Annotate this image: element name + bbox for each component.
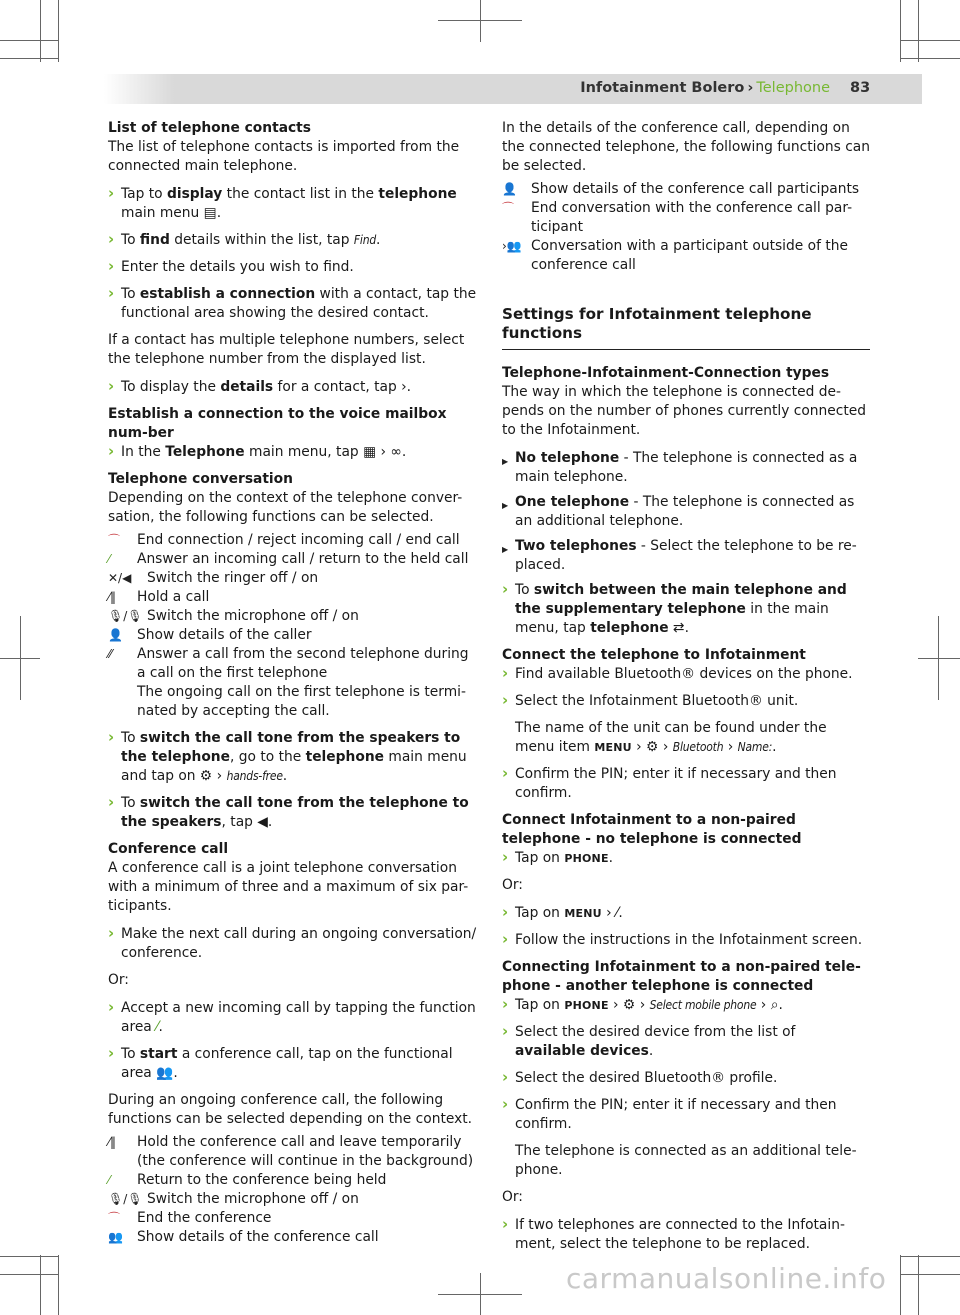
- another-step-select-device: › Select the desired device from the list of available devices.: [502, 1023, 870, 1061]
- switch-phone-icon: ⇄: [673, 620, 685, 636]
- conversation-function-list: [108, 531, 480, 721]
- caller-details-icon: 👤: [108, 628, 123, 642]
- function-description: Show details of the conference call: [137, 1229, 379, 1245]
- function-row: [108, 607, 480, 626]
- crop-mark: [0, 1256, 58, 1257]
- crop-mark: [900, 40, 960, 41]
- right-column: [502, 119, 870, 1262]
- function-row: [502, 180, 870, 199]
- non-paired-step-phone: › Tap on PHONE.: [502, 849, 870, 868]
- crop-mark: [918, 0, 919, 62]
- crop-mark: [900, 1255, 901, 1315]
- page-number: 83: [850, 80, 871, 96]
- function-description: End connection / reject incoming call / end call: [137, 532, 460, 548]
- crop-mark: [918, 658, 960, 659]
- crop-mark: [0, 40, 58, 41]
- crop-mark: [438, 20, 522, 21]
- function-row: [108, 1171, 480, 1190]
- breadcrumb-separator: ›: [747, 80, 754, 96]
- or-label: Or:: [502, 1189, 523, 1205]
- connect-step-select: › Select the Infotainment Bluetooth® unit.: [502, 692, 870, 711]
- crop-mark: [0, 1274, 58, 1275]
- conversation-intro: Depending on the context of the telephone conver-sation, the following functions can be selected.: [108, 490, 463, 525]
- microphone-toggle-icon: 🎙/🎙: [108, 1192, 143, 1206]
- watermark: carmanualsonline.info: [566, 1262, 887, 1295]
- conference-detail-function-list: [502, 180, 870, 275]
- function-description: Hold the conference call and leave temporarily (the conference will continue in the background): [137, 1134, 474, 1169]
- function-description: Conversation with a participant outside of the conference call: [531, 238, 848, 273]
- menu-key-label: MENU: [564, 907, 602, 920]
- function-description: Show details of the caller: [137, 627, 312, 643]
- crop-mark: [480, 0, 481, 42]
- connection-type-item: ▶ No telephone - The telephone is connected as a main telephone.: [502, 449, 870, 487]
- add-participant-icon: 👥: [156, 1065, 174, 1081]
- crop-mark: [438, 1294, 522, 1295]
- or-label: Or:: [108, 972, 129, 988]
- settings-icon: ⚙: [622, 997, 636, 1013]
- contacts-step-display: › Tap to display the contact list in the telephone main menu ▤.: [108, 185, 480, 223]
- switch-telephone-step: › To switch between the main telephone and the supplementary telephone in the main menu, tap telephone ⇄.: [502, 581, 870, 638]
- conference-function-list: [108, 1133, 480, 1247]
- connection-type-item: ▶ One telephone - The telephone is connected as an additional telephone.: [502, 493, 870, 531]
- end-conference-icon: ⌒: [108, 1211, 121, 1225]
- menu-key-label: MENU: [594, 741, 632, 754]
- function-description: Switch the ringer off / on: [147, 570, 319, 586]
- another-step-pin: › Confirm the PIN; enter it if necessary and then confirm.: [502, 1096, 870, 1134]
- conference-step-accept: › Accept a new incoming call by tapping the function area ⁄.: [108, 999, 480, 1037]
- contacts-step-connect: › To establish a connection with a contact, tap the functional area showing the desired contact.: [108, 285, 480, 323]
- function-row: [108, 645, 480, 721]
- crop-mark: [40, 0, 41, 62]
- another-paired-heading: Connecting Infotainment to a non-paired tele-phone - another telephone is connected: [502, 959, 861, 994]
- end-call-icon: ⌒: [108, 533, 121, 547]
- non-paired-heading: Connect Infotainment to a non-paired telephone - no telephone is connected: [502, 812, 802, 847]
- hold-call-icon: ⁄‖: [108, 590, 117, 604]
- return-conference-icon: ⁄: [108, 1173, 111, 1187]
- tone-to-phone-step: › To switch the call tone from the speakers to the telephone, go to the telephone main menu and tap on ⚙ › hands-free.: [108, 729, 480, 786]
- crop-mark: [0, 658, 40, 659]
- connect-name-note: The name of the unit can be found under the menu item MENU › ⚙ › Bluetooth › Name:.: [515, 720, 827, 755]
- function-description: Hold a call: [137, 589, 210, 605]
- hold-conference-icon: ⁄‖: [108, 1135, 117, 1149]
- crop-mark: [900, 1256, 960, 1257]
- ringer-toggle-icon: ✕/◀: [108, 571, 132, 585]
- microphone-toggle-icon: 🎙/🎙: [108, 609, 143, 623]
- function-row: [108, 588, 480, 607]
- non-paired-step-menu: › Tap on MENU › ⁄.: [502, 904, 870, 923]
- find-button-label: Find: [353, 233, 377, 247]
- connect-step-pin: › Confirm the PIN; enter it if necessary and then confirm.: [502, 765, 870, 803]
- participant-details-icon: 👤: [502, 182, 517, 196]
- tone-to-speakers-step: › To switch the call tone from the telephone to the speakers, tap ◀.: [108, 794, 480, 832]
- another-step-replace: › If two telephones are connected to the Infotain-ment, select the telephone to be replaced.: [502, 1216, 870, 1254]
- function-row: [108, 1228, 480, 1247]
- types-intro: The way in which the telephone is connected de-pends on the number of phones currently connected to the Infotainment.: [502, 384, 866, 438]
- or-label: Or:: [502, 877, 523, 893]
- crop-mark: [40, 1255, 41, 1315]
- settings-icon: ⚙: [646, 739, 659, 755]
- function-row: [108, 626, 480, 645]
- function-row: [502, 237, 870, 275]
- function-row: [502, 199, 870, 237]
- end-participant-icon: ⌒: [502, 201, 515, 215]
- function-description: Switch the microphone off / on: [147, 1191, 359, 1207]
- conference-intro: A conference call is a joint telephone conversation with a minimum of three and a maximum of six par-ticipants.: [108, 860, 469, 914]
- function-description: Answer a call from the second telephone during a call on the first telephone The ongoing call on the first telephone is termi-nated by accepting the call.: [137, 646, 469, 719]
- phone-key-label: PHONE: [564, 999, 609, 1012]
- crop-mark: [918, 1255, 919, 1315]
- types-heading: Telephone-Infotainment-Connection types: [502, 365, 830, 381]
- second-phone-answer-icon: ⁄⁄: [108, 647, 113, 661]
- contacts-step-details: › To display the details for a contact, tap ›.: [108, 378, 480, 397]
- conference-step-next-call: › Make the next call during an ongoing conversation/ conference.: [108, 925, 480, 963]
- function-row: [108, 1190, 480, 1209]
- function-description: End the conference: [137, 1210, 272, 1226]
- settings-section-title: Settings for Infotainment telephone functions: [502, 305, 870, 350]
- connection-type-item: ▶ Two telephones - Select the telephone to be re-placed.: [502, 537, 870, 575]
- conference-step-start: › To start a conference call, tap on the functional area 👥.: [108, 1045, 480, 1083]
- contacts-step-find: › To find details within the list, tap Find.: [108, 231, 480, 250]
- contacts-intro: The list of telephone contacts is imported from the connected main telephone.: [108, 139, 460, 174]
- breadcrumb: [580, 80, 830, 96]
- contacts-step-enter: › Enter the details you wish to find.: [108, 258, 480, 277]
- function-row: [108, 531, 480, 550]
- connection-types-list: [502, 449, 870, 575]
- phone-key-label: PHONE: [564, 852, 609, 865]
- crop-mark: [58, 0, 59, 62]
- conference-details-intro: In the details of the conference call, depending on the connected telephone, the following functions can be selected.: [502, 120, 870, 174]
- conference-during: During an ongoing conference call, the following functions can be selected depending on the context.: [108, 1092, 473, 1127]
- function-row: [108, 1133, 480, 1171]
- private-conversation-icon: ›👥: [502, 239, 522, 253]
- breadcrumb-chapter: Infotainment Bolero: [580, 80, 745, 96]
- function-row: [108, 1209, 480, 1228]
- crop-mark: [900, 0, 901, 62]
- crop-mark: [900, 1274, 960, 1275]
- function-row: [108, 550, 480, 569]
- left-column: [108, 119, 480, 1247]
- function-description: Answer an incoming call / return to the held call: [137, 551, 469, 567]
- contacts-menu-icon: ▤: [203, 205, 217, 221]
- keypad-icon: ▦: [363, 444, 377, 460]
- answer-call-icon: ⁄: [108, 552, 111, 566]
- connect-step-find: › Find available Bluetooth® devices on the phone.: [502, 665, 870, 684]
- connect-heading: Connect the telephone to Infotainment: [502, 647, 806, 663]
- search-device-icon: ⌕: [770, 997, 779, 1013]
- contacts-multiple-numbers: If a contact has multiple telephone numbers, select the telephone number from the displayed list.: [108, 332, 465, 367]
- non-paired-step-follow: › Follow the instructions in the Infotainment screen.: [502, 931, 870, 950]
- crop-mark: [58, 1255, 59, 1315]
- breadcrumb-section: Telephone: [756, 80, 830, 96]
- function-description: Switch the microphone off / on: [147, 608, 359, 624]
- phone-icon: ⁄: [616, 905, 619, 921]
- another-step-phone: › Tap on PHONE › ⚙ › Select mobile phone › ⌕.: [502, 996, 870, 1015]
- crop-mark: [900, 58, 960, 59]
- speaker-icon: ◀: [257, 814, 268, 830]
- function-row: [108, 569, 480, 588]
- conference-heading: Conference call: [108, 841, 229, 857]
- settings-icon: ⚙: [199, 768, 213, 784]
- mailbox-heading: Establish a connection to the voice mailbox num-ber: [108, 406, 447, 441]
- another-step-profile: › Select the desired Bluetooth® profile.: [502, 1069, 870, 1088]
- voicemail-icon: ∞: [390, 444, 402, 460]
- header-bar-fade: [104, 74, 174, 104]
- function-description: Show details of the conference call participants: [531, 181, 860, 197]
- answer-call-icon: ⁄: [156, 1019, 159, 1035]
- crop-mark: [0, 58, 58, 59]
- contacts-heading: List of telephone contacts: [108, 120, 311, 136]
- conversation-heading: Telephone conversation: [108, 471, 293, 487]
- another-note: The telephone is connected as an additional tele-phone.: [515, 1143, 857, 1178]
- conference-details-icon: 👥: [108, 1230, 123, 1244]
- function-description: End conversation with the conference call par-ticipant: [531, 200, 853, 235]
- mailbox-step: › In the Telephone main menu, tap ▦ › ∞.: [108, 443, 480, 462]
- hands-free-label: hands-free: [226, 769, 283, 783]
- function-description: Return to the conference being held: [137, 1172, 387, 1188]
